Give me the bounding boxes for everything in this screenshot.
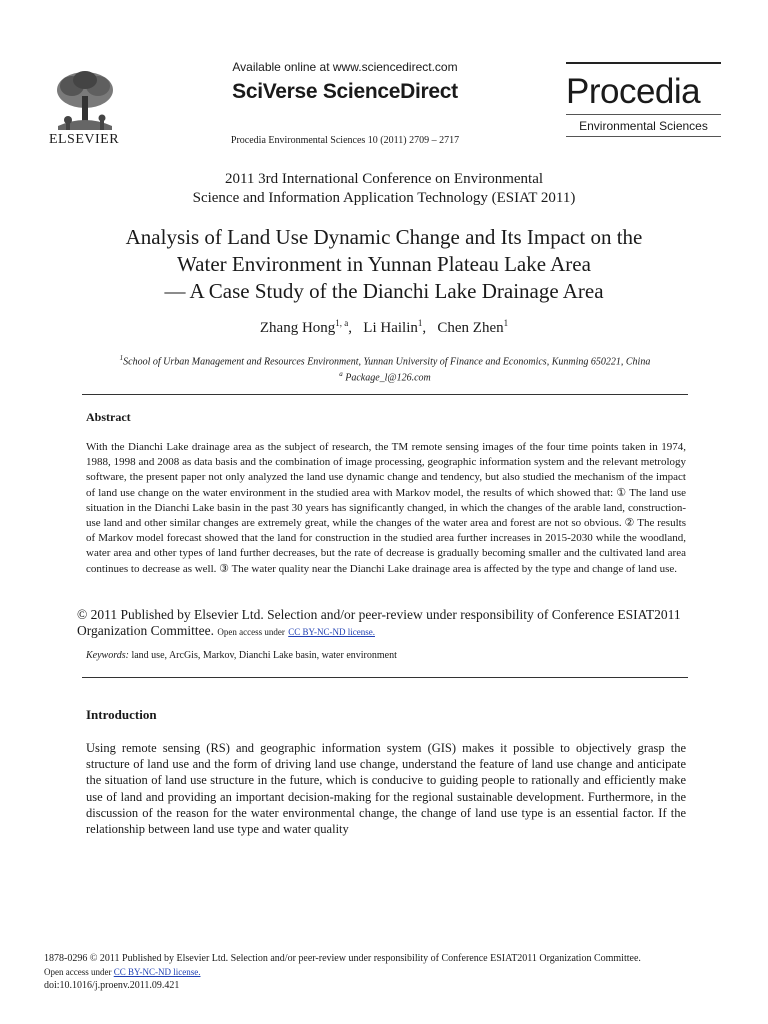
footer-copyright: 1878-0296 © 2011 Published by Elsevier Ltd. Selection and/or peer-review under responsibility of Conference ESIAT2011 Organization Committee.: [44, 953, 641, 964]
title-line: — A Case Study of the Dianchi Lake Drainage Area: [164, 279, 604, 303]
author-list: [80, 318, 688, 337]
author-affiliation-mark: 1: [417, 318, 423, 328]
conference-name: [80, 170, 688, 208]
open-access-label: Open access under: [217, 627, 285, 637]
footer-doi[interactable]: doi:10.1016/j.proenv.2011.09.421: [44, 980, 180, 991]
author-affiliation-mark: 1, a: [335, 318, 349, 328]
affiliation-line: [80, 352, 690, 368]
platform-name: SciVerse ScienceDirect: [232, 80, 458, 103]
footer-license-link[interactable]: CC BY-NC-ND license.: [113, 967, 201, 977]
footer-open-access: [44, 967, 734, 977]
email-line: [80, 368, 690, 384]
keywords-text: land use, ArcGis, Markov, Dianchi Lake basin, water environment: [131, 650, 397, 661]
author-email[interactable]: Package_l@126.com: [345, 372, 431, 384]
paper-title: [60, 224, 708, 305]
email-mark: a: [339, 370, 343, 379]
keywords-line: [86, 650, 686, 661]
abstract-text: With the Dianchi Lake drainage area as the subject of research, the TM remote sensing images of the four time points taken in 1974, 1988, 1998 and 2008 as data basis and the combination of image processing, geographic information system and the relevant metrology software, the present paper not only analyzed the land use dynamic change and tendency, but also studied the mechanism of the impact of land use change on the water environment in the studied area with Markov model, the results of which showed that: ① The land use situation in the Dianchi Lake basin in the past 30 years has significantly changed, in which the changes of the arable land, construction-use land and other similar changes are extremely great, while the changes of the water area and forest are not so obvious. ② The results of Markov model forecast showed that the land for construction in the studied area further increases in 2015-2030 while the woodland, water area and other types of land further decreases, but the rate of decrease is gradually becoming smaller and the cultivated land area continues to decrease as well. ③ The water quality near the Dianchi Lake drainage area is affected by the type and change of land use.: [86, 441, 686, 575]
divider-bottom: [82, 677, 688, 678]
introduction-heading: Introduction: [86, 707, 157, 722]
affiliation-block: [80, 352, 690, 385]
divider-top: [82, 394, 688, 395]
title-line: Water Environment in Yunnan Plateau Lake Area: [177, 252, 591, 276]
author-name: Li Hailin: [363, 320, 418, 336]
conference-line: 2011 3rd International Conference on Environmental: [224, 171, 544, 187]
author-name: Chen Zhen: [437, 320, 504, 336]
license-link[interactable]: CC BY-NC-ND license.: [288, 627, 375, 637]
available-online-text[interactable]: Available online at www.sciencedirect.com: [232, 60, 458, 74]
journal-brand-top-rule: [566, 62, 721, 64]
journal-citation: Procedia Environmental Sciences 10 (2011) 2709 – 2717: [230, 135, 460, 146]
author-name: Zhang Hong: [259, 320, 336, 336]
affiliation-mark: 1: [119, 354, 124, 362]
copyright-text: © 2011 Published by Elsevier Ltd. Selection and/or peer-review under responsibility of Conference ESIAT2011 Organization Committee.: [77, 607, 681, 638]
journal-brand-subtitle: Environmental Sciences: [579, 119, 708, 133]
copyright-notice: [77, 607, 717, 640]
author-separator: ,: [422, 320, 427, 336]
title-line: Analysis of Land Use Dynamic Change and Its Impact on the: [125, 225, 643, 249]
affiliation-text: School of Urban Management and Resources Environment, Yunnan University of Finance and Economics, Kunming 650221, China: [123, 356, 651, 368]
keywords-label: Keywords:: [86, 650, 129, 661]
introduction-text: Using remote sensing (RS) and geographic information system (GIS) makes it possible to objectively grasp the structure of land use and the form of driving land use change, understand the feature of land use change and anticipate the situation of land use structure in the future, which is conducive to guiding people to rationally and efficiently make use of land and providing an important decision-making for the regional sustainable development. Furthermore, in the discussion of the reason for the water environmental change, the change of land use type is an essential factor. If the relationship between land use type and water quality: [86, 741, 686, 837]
journal-brand-divider: [566, 114, 721, 115]
author-affiliation-mark: 1: [503, 318, 509, 328]
journal-brand-bottom-rule: [566, 136, 721, 137]
journal-brand: Procedia: [566, 72, 701, 111]
author-separator: ,: [348, 320, 353, 336]
abstract-heading: Abstract: [86, 410, 131, 424]
footer-open-access-label: Open access under: [44, 967, 112, 977]
conference-line: Science and Information Application Technology (ESIAT 2011): [192, 190, 576, 206]
publisher-name: ELSEVIER: [48, 132, 120, 147]
